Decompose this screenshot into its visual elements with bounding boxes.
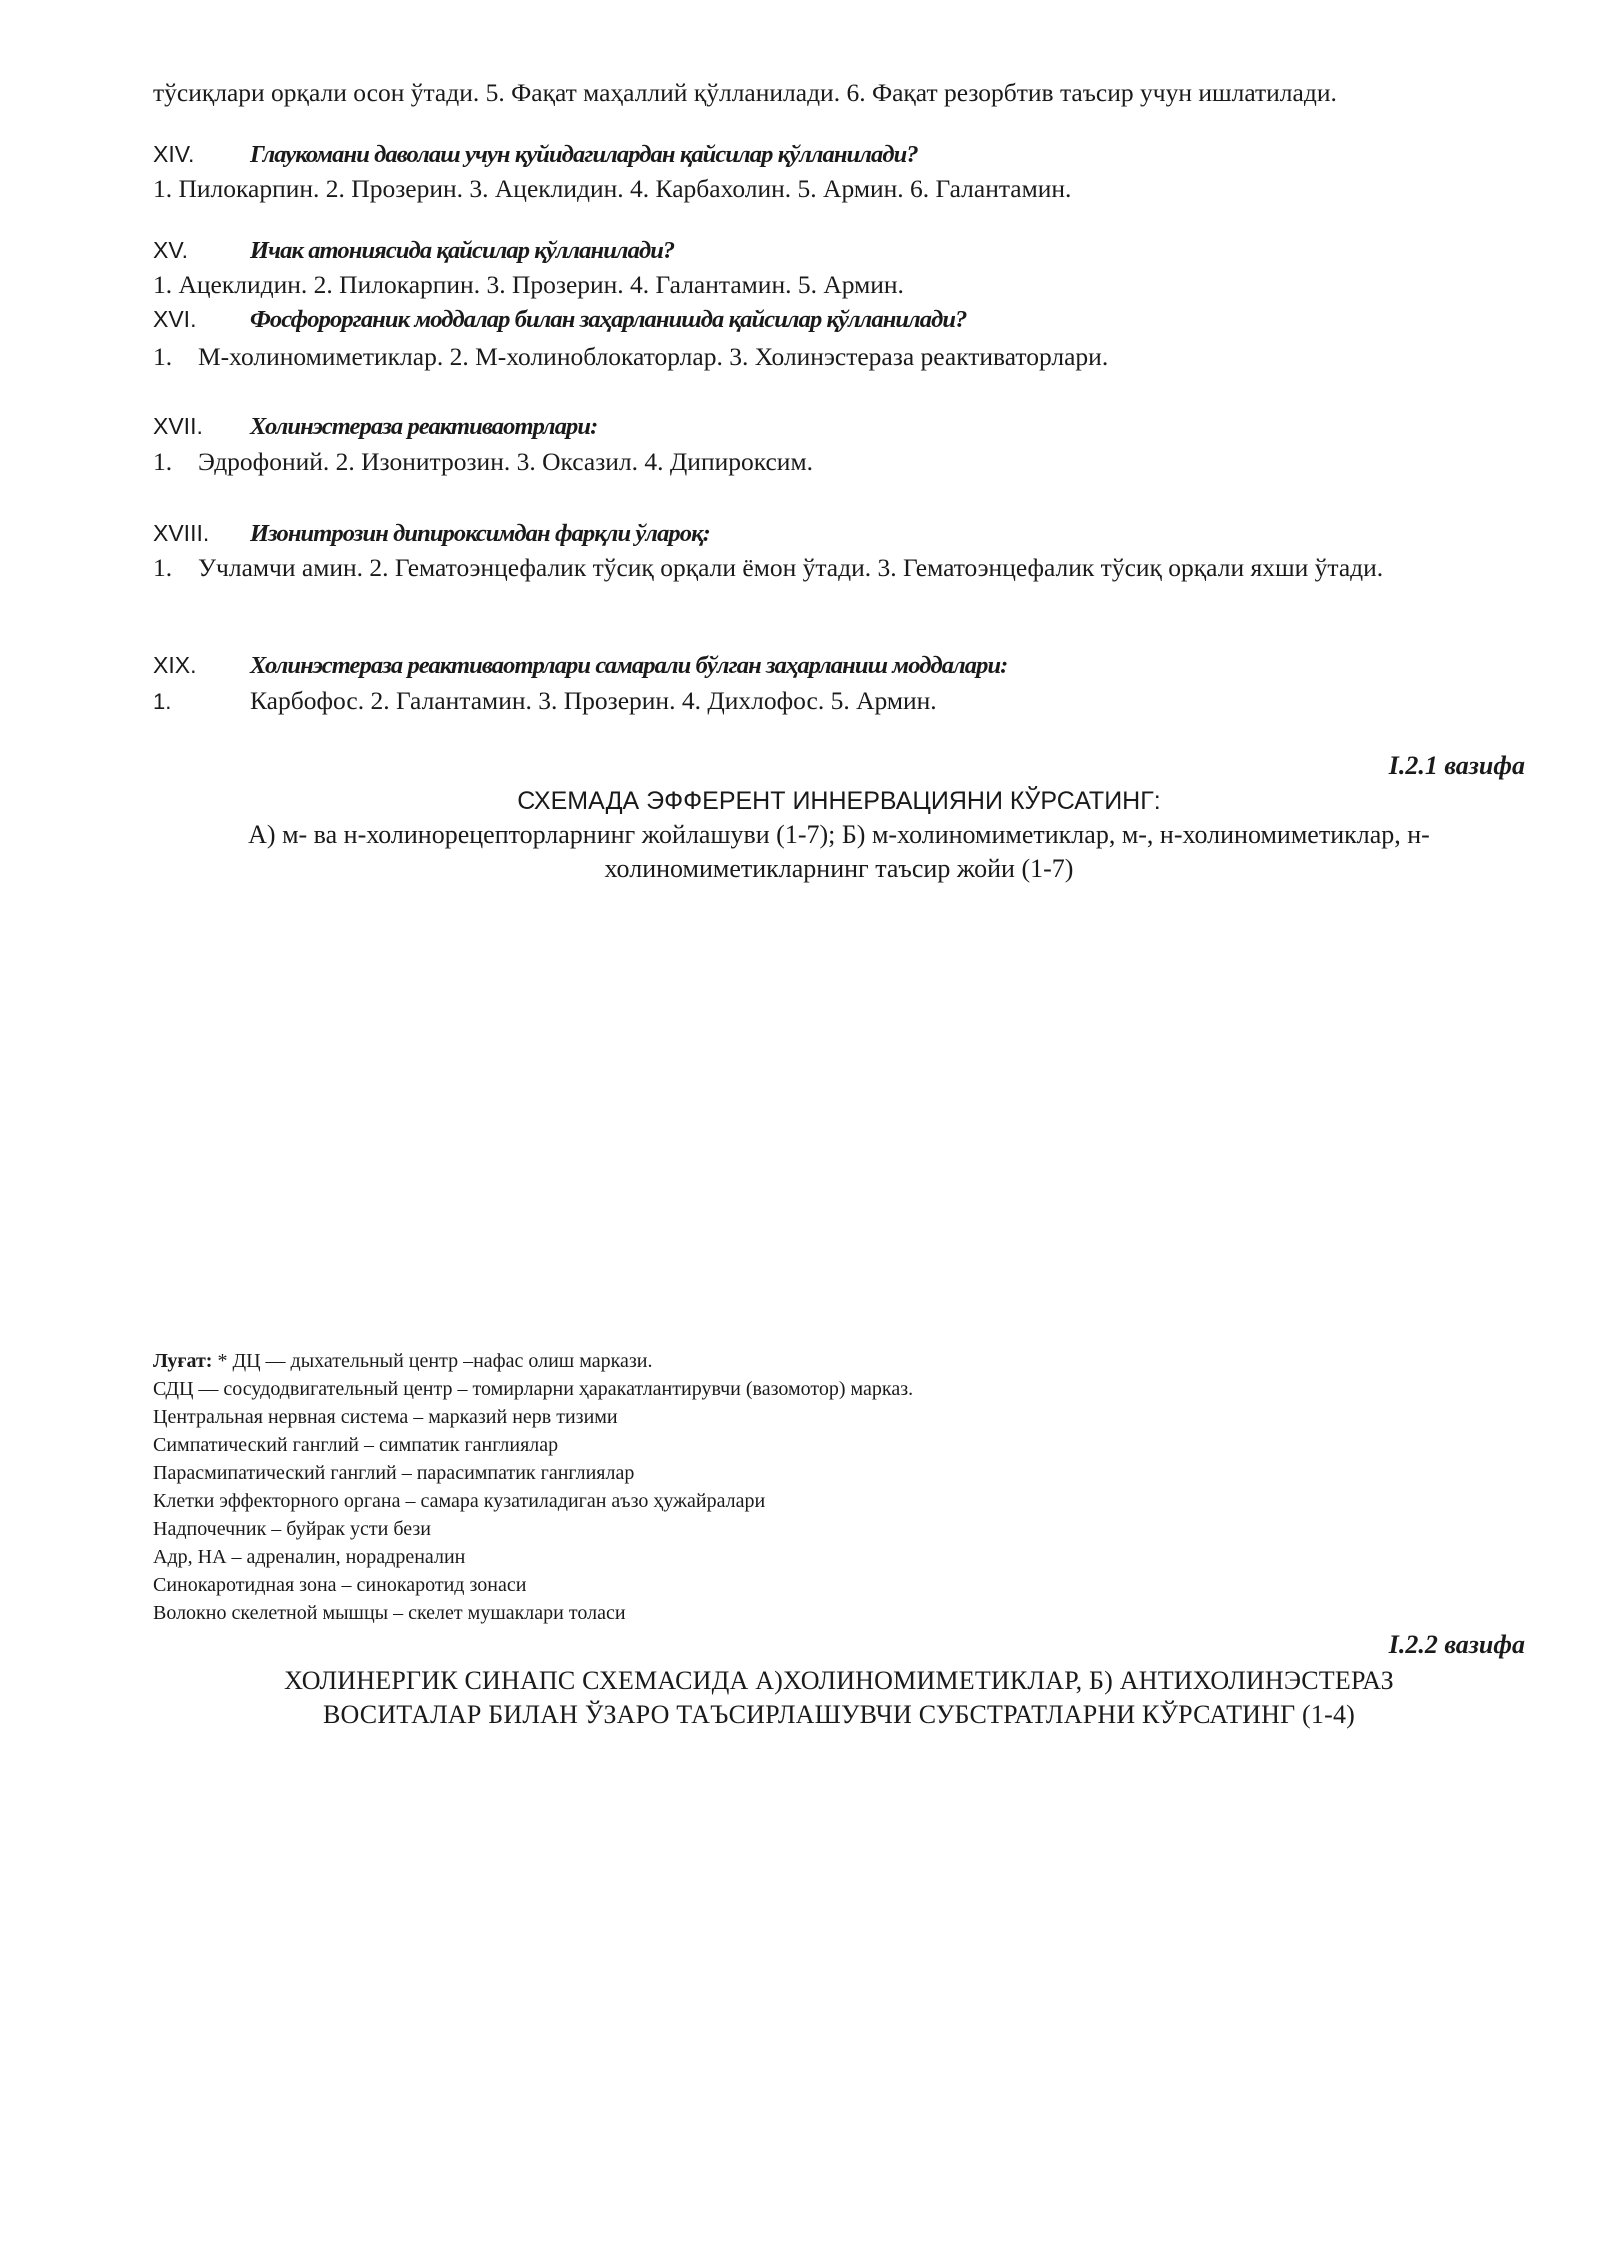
glossary-item: Парасмипатический ганглий – парасимпатик ганглиялар bbox=[153, 1462, 635, 1484]
task-2-title-line-1: ХОЛИНЕРГИК СИНАПС СХЕМАСИДА А)ХОЛИНОМИМЕТИКЛАР, Б) АНТИХОЛИНЭСТЕРАЗ bbox=[284, 1666, 1394, 1695]
answer-number: 1. bbox=[153, 689, 172, 714]
task-2-title-line-2: ВОСИТАЛАР БИЛАН ЎЗАРО ТАЪСИРЛАШУВЧИ СУБСТРАТЛАРНИ КЎРСАТИНГ (1-4) bbox=[322, 1700, 1356, 1729]
glossary-item: СДЦ — сосудодвигательный центр – томирларни ҳаракатлантирувчи (вазомотор) марказ. bbox=[153, 1378, 914, 1400]
answer-number: 1. bbox=[153, 342, 173, 371]
question-14 bbox=[153, 137, 1525, 172]
question-number: XVIII. bbox=[153, 520, 210, 546]
question-15 bbox=[153, 233, 1525, 268]
answer-text: Учламчи амин. 2. Гематоэнцефалик тўсиқ орқали ёмон ўтади. 3. Гематоэнцефалик тўсиқ орқали яхши ўтади. bbox=[198, 553, 1384, 582]
question-text: Изонитрозин дипироксимдан фарқли ўлароқ: bbox=[250, 520, 710, 547]
answer-number: 1. bbox=[153, 553, 173, 582]
question-17 bbox=[153, 409, 1525, 444]
glossary-item: Адр, НА – адреналин, норадреналин bbox=[153, 1546, 466, 1568]
question-number: XVI. bbox=[153, 306, 197, 332]
glossary-item: Надпочечник – буйрак усти бези bbox=[153, 1518, 431, 1540]
task-1-title: СХЕМАДА ЭФФЕРЕНТ ИННЕРВАЦИЯНИ КЎРСАТИНГ: bbox=[517, 787, 1161, 815]
question-text: Холинэстераза реактиваотрлари: bbox=[250, 413, 598, 440]
glossary-first-line bbox=[153, 1347, 1525, 1375]
task-1-subtitle-line-2: холиномиметикларнинг таъсир жойи (1-7) bbox=[604, 854, 1074, 883]
glossary-item: Синокаротидная зона – синокаротид зонаси bbox=[153, 1574, 527, 1596]
answer-16 bbox=[153, 339, 1525, 374]
answer-text: Карбофос. 2. Галантамин. 3. Прозерин. 4. Дихлофос. 5. Армин. bbox=[250, 686, 937, 715]
glossary-item: Волокно скелетной мышцы – скелет мушаклари толаси bbox=[153, 1602, 626, 1624]
glossary-item: Центральная нервная система – марказий нерв тизими bbox=[153, 1406, 618, 1428]
answer-text: М-холиномиметиклар. 2. М-холиноблокаторлар. 3. Холинэстераза реактиваторлари. bbox=[198, 342, 1109, 371]
continued-answer-line: тўсиқлари орқали осон ўтади. 5. Фақат маҳаллий қўлланилади. 6. Фақат резорбтив таъсир учун ишлатилади. bbox=[153, 78, 1337, 107]
glossary-item: Симпатический ганглий – симпатик ганглиялар bbox=[153, 1434, 559, 1456]
question-19 bbox=[153, 648, 1525, 683]
question-16 bbox=[153, 302, 1525, 337]
question-18 bbox=[153, 516, 1525, 551]
glossary-heading: Луғат: bbox=[153, 1350, 213, 1372]
glossary bbox=[153, 1347, 1525, 1627]
answer-15: 1. Ацеклидин. 2. Пилокарпин. 3. Прозерин. 4. Галантамин. 5. Армин. bbox=[153, 270, 904, 299]
question-number: XV. bbox=[153, 237, 188, 263]
answer-19 bbox=[153, 684, 937, 719]
task-1-label: I.2.1 вазифа bbox=[1388, 751, 1525, 780]
task-1-subtitle-line-1: А) м- ва н-холинорецепторларнинг жойлашуви (1-7); Б) м-холиномиметиклар, м-, н-холиномиметиклар, н- bbox=[248, 820, 1430, 849]
question-text: Глаукомани даволаш учун қуйидагилардан қайсилар қўлланилади? bbox=[250, 141, 918, 168]
answer-18 bbox=[153, 550, 1525, 585]
glossary-item: Клетки эффекторного органа – самара кузатиладиган аъзо ҳужайралари bbox=[153, 1490, 766, 1512]
answer-17 bbox=[153, 444, 1525, 479]
answer-14: 1. Пилокарпин. 2. Прозерин. 3. Ацеклидин. 4. Карбахолин. 5. Армин. 6. Галантамин. bbox=[153, 174, 1072, 203]
task-2-label: I.2.2 вазифа bbox=[1388, 1630, 1525, 1659]
question-text: Фосфорорганик моддалар билан заҳарланишда қайсилар қўлланилади? bbox=[250, 306, 967, 333]
question-text: Ичак атониясида қайсилар қўлланилади? bbox=[250, 237, 675, 264]
question-number: XIV. bbox=[153, 141, 195, 167]
glossary-first-item: * ДЦ — дыхательный центр –нафас олиш маркази. bbox=[212, 1350, 653, 1372]
answer-text: Эдрофоний. 2. Изонитрозин. 3. Оксазил. 4. Дипироксим. bbox=[198, 447, 813, 476]
question-text: Холинэстераза реактиваотрлари самарали бўлган заҳарланиш моддалари: bbox=[250, 652, 1008, 679]
question-number: XIX. bbox=[153, 652, 197, 678]
answer-number: 1. bbox=[153, 447, 173, 476]
question-number: XVII. bbox=[153, 413, 203, 439]
